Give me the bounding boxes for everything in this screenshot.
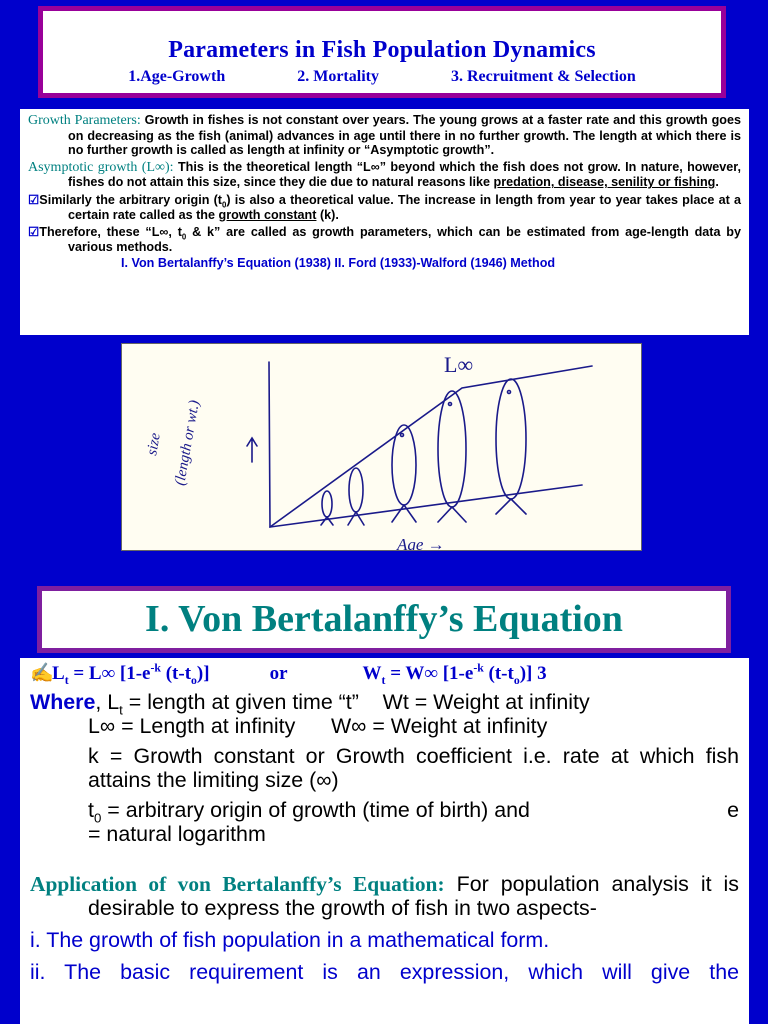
equation-title: I. Von Bertalanffy’s Equation: [145, 598, 623, 640]
growth-constant: growth constant: [218, 207, 317, 222]
topics-row: [43, 68, 721, 86]
checkbox-icon: ☑: [28, 225, 40, 240]
d1a: , L: [95, 690, 120, 714]
asymptotic-end: .: [715, 175, 719, 190]
parameters-paragraph: [28, 225, 741, 254]
w-sup: -k: [473, 661, 484, 675]
ylabel-size: size: [144, 431, 164, 457]
asymptotic-paragraph: [28, 160, 741, 190]
t0-text: [88, 798, 530, 826]
d4b: = arbitrary origin of growth (time of birth) and: [101, 798, 530, 822]
checkbox-icon: ☑: [28, 192, 40, 207]
growth-sketch: [121, 343, 642, 551]
definition-line-1: [30, 690, 739, 718]
growth-paragraph: [28, 113, 741, 158]
parameters-sub: 0: [181, 232, 187, 242]
parameters-text2: & k” are called as growth parameters, which can be estimated from age-length data by various methods.: [68, 225, 741, 254]
w-lhs-sub: t: [381, 673, 386, 687]
origin-paragraph: [28, 193, 741, 222]
header-panel: [38, 6, 726, 98]
definition-k: k = Growth constant or Growth coefficient i.e. rate at which fish attains the limiting size (∞): [88, 744, 739, 792]
xlabel-age: Age →: [397, 535, 445, 550]
equation-row: [30, 662, 739, 688]
origin-text2: ) is also a theoretical value. The increase in length from year to year takes place at a certain rate called as the: [68, 192, 741, 222]
e-label: e: [727, 798, 739, 822]
w-close: )] 3: [519, 663, 547, 684]
parameters-text: Therefore, these “L∞, t: [39, 225, 182, 240]
asymptotic-label: Asymptotic growth (L∞):: [28, 159, 174, 175]
l-eq: = L∞ [1-e: [68, 663, 151, 684]
topic-mortality: 2. Mortality: [297, 68, 379, 85]
d4-sub: 0: [93, 810, 102, 826]
where-label: Where: [30, 690, 96, 714]
l-sup: -k: [150, 661, 161, 675]
l-close: )]: [196, 663, 210, 684]
topic-age-growth: 1.Age-Growth: [128, 68, 226, 85]
application-heading: Application of von Bertalanffy’s Equation:: [30, 872, 445, 896]
origin-end: (k).: [319, 207, 339, 222]
d1b: = length at given time “t” Wt = Weight at infinity: [122, 690, 590, 714]
w-tail-sub: o: [513, 673, 520, 687]
application-text: For population analysis it is desirable to express the growth of fish in two aspects-: [88, 872, 739, 920]
page-title: Parameters in Fish Population Dynamics: [168, 37, 596, 63]
l-lhs-sub: t: [64, 673, 69, 687]
growth-parameters-panel: [17, 106, 752, 338]
definition-e: = natural logarithm: [88, 822, 266, 846]
lmax-label: L∞: [444, 352, 474, 377]
origin-text: Similarly the arbitrary origin (t: [39, 192, 222, 207]
growth-curve: [270, 366, 592, 527]
axes-line: [269, 362, 582, 527]
methods-line: I. Von Bertalanffy’s Equation (1938) II. Ford (1933)-Walford (1946) Method: [121, 256, 556, 271]
d1a-sub: t: [119, 702, 123, 718]
application-point-ii: ii. The basic requirement is an expression, which will give the: [30, 960, 739, 984]
l-lhs: L: [52, 663, 65, 684]
w-lhs: W: [362, 663, 382, 684]
or-label: or: [269, 663, 288, 684]
d2: L∞ = Length at infinity W∞ = Weight at infinity: [88, 714, 548, 738]
w-eq: = W∞ [1-e: [385, 663, 474, 684]
definition-line-2: [30, 714, 739, 738]
asymptotic-text: This is the theoretical length “L∞” beyond which the fish does not grow. In nature, however, fishes do not attain this size, since they die due to natural reasons like: [68, 159, 742, 190]
growth-text: Growth in fishes is not constant over years. The young grows at a faster rate and this growth goes on decreasing as the fish (animal) advances in age until there in no further growth. The length at which there is no further growth is called as length at infinity or “Asymptotic growth”.: [68, 113, 742, 158]
equation-panel: [17, 655, 752, 1024]
sketch-drawing: [122, 344, 641, 550]
length-equation: [52, 662, 210, 686]
w-tail: (t-t: [483, 663, 514, 684]
natural-reasons: predation, disease, senility or fishing: [493, 175, 716, 190]
l-tail: (t-t: [160, 663, 192, 684]
ylabel-length: (length or wt.): [172, 398, 203, 487]
growth-label: Growth Parameters:: [28, 113, 141, 128]
pen-icon: ✍: [30, 663, 54, 684]
equation-title-panel: [37, 586, 731, 653]
weight-equation: [363, 662, 547, 686]
application-point-i: i. The growth of fish population in a mathematical form.: [30, 928, 550, 952]
d4a: t: [88, 798, 94, 822]
application-paragraph: [30, 872, 739, 920]
origin-sub: 0: [222, 200, 227, 210]
definition-t0: [30, 798, 739, 826]
topic-recruitment: 3. Recruitment & Selection: [450, 68, 636, 85]
l-tail-sub: o: [191, 673, 197, 687]
